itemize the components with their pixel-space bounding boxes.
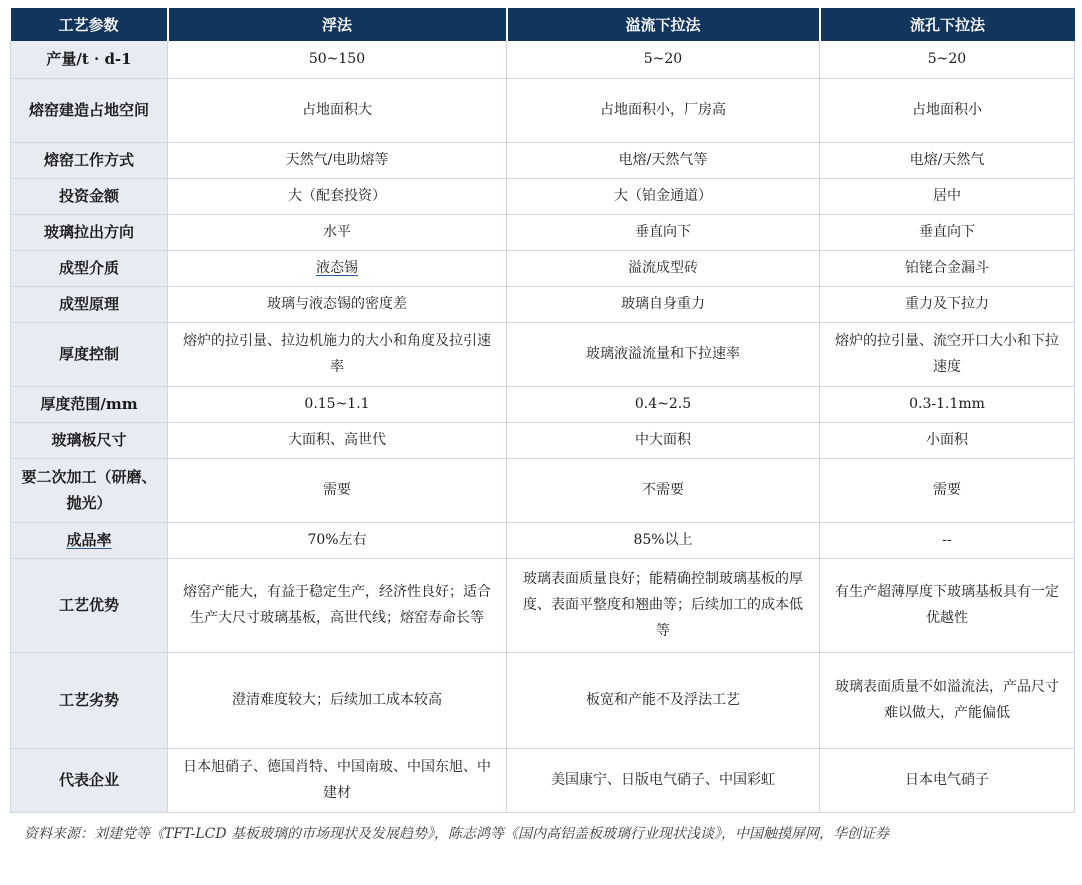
table-cell: -- [820,522,1075,558]
table-cell: 70%左右 [168,522,507,558]
row-label: 成型原理 [11,286,168,322]
table-row [11,422,1075,458]
table-row [11,142,1075,178]
table-row [11,522,1075,558]
table-cell: 50~150 [168,41,507,78]
header-slot-downdraw: 流孔下拉法 [820,8,1075,41]
table-cell: 大（配套投资） [168,178,507,214]
table-cell: 玻璃液溢流量和下拉速率 [507,322,820,386]
table-cell: 日本电气硝子 [820,748,1075,812]
header-parameter: 工艺参数 [11,8,168,41]
table-cell: 溢流成型砖 [507,250,820,286]
header-overflow-downdraw: 溢流下拉法 [507,8,820,41]
row-label: 投资金额 [11,178,168,214]
row-label: 厚度范围/mm [11,386,168,422]
row-label: 熔窑工作方式 [11,142,168,178]
underlined-term: 成品率 [66,531,112,549]
table-cell: 大（铂金通道） [507,178,820,214]
row-label: 产量/t · d-1 [11,41,168,78]
table-row [11,41,1075,78]
row-label: 工艺优势 [11,558,168,652]
table-cell: 垂直向下 [507,214,820,250]
row-label: 工艺劣势 [11,652,168,748]
table-cell: 铂铑合金漏斗 [820,250,1075,286]
table-cell: 占地面积大 [168,78,507,142]
process-comparison-table [10,8,1075,813]
table-cell [168,250,507,286]
table-cell: 居中 [820,178,1075,214]
table-cell: 天然气/电助熔等 [168,142,507,178]
table-cell: 玻璃自身重力 [507,286,820,322]
table-cell: 玻璃表面质量良好；能精确控制玻璃基板的厚度、表面平整度和翘曲等；后续加工的成本低等 [507,558,820,652]
table-cell: 玻璃表面质量不如溢流法，产品尺寸难以做大，产能偏低 [820,652,1075,748]
row-label: 玻璃板尺寸 [11,422,168,458]
row-label: 玻璃拉出方向 [11,214,168,250]
row-label: 代表企业 [11,748,168,812]
table-cell: 占地面积小 [820,78,1075,142]
table-cell: 5~20 [820,41,1075,78]
table-row [11,322,1075,386]
table-cell: 需要 [820,458,1075,522]
header-float-process: 浮法 [168,8,507,41]
table-row [11,748,1075,812]
table-cell: 熔炉的拉引量、拉边机施力的大小和角度及拉引速率 [168,322,507,386]
table-cell: 电熔/天然气等 [507,142,820,178]
comparison-table-container [10,8,1074,813]
table-row [11,214,1075,250]
row-label: 要二次加工（研磨、抛光） [11,458,168,522]
table-cell: 垂直向下 [820,214,1075,250]
table-row [11,558,1075,652]
row-label: 熔窑建造占地空间 [11,78,168,142]
table-cell: 0.3-1.1mm [820,386,1075,422]
table-cell: 0.4~2.5 [507,386,820,422]
table-cell: 熔窑产能大，有益于稳定生产，经济性良好；适合生产大尺寸玻璃基板，高世代线；熔窑寿命长等 [168,558,507,652]
table-cell: 中大面积 [507,422,820,458]
table-cell: 美国康宁、日版电气硝子、中国彩虹 [507,748,820,812]
table-cell: 占地面积小，厂房高 [507,78,820,142]
table-row [11,178,1075,214]
underlined-term: 液态锡 [316,260,358,276]
table-cell: 小面积 [820,422,1075,458]
table-cell: 水平 [168,214,507,250]
table-header-row [11,8,1075,41]
table-cell: 5~20 [507,41,820,78]
source-note: 资料来源：刘建党等《TFT-LCD 基板玻璃的市场现状及发展趋势》，陈志鸿等《国内高铝盖板玻璃行业现状浅谈》，中国触摸屏网，华创证券 [24,826,889,842]
row-label [11,522,168,558]
table-row [11,286,1075,322]
table-row [11,386,1075,422]
table-row [11,652,1075,748]
table-cell: 有生产超薄厚度下玻璃基板具有一定优越性 [820,558,1075,652]
table-cell: 大面积、高世代 [168,422,507,458]
table-row [11,250,1075,286]
table-cell: 澄清难度较大；后续加工成本较高 [168,652,507,748]
table-cell: 85%以上 [507,522,820,558]
table-cell: 0.15~1.1 [168,386,507,422]
table-cell: 玻璃与液态锡的密度差 [168,286,507,322]
table-cell: 不需要 [507,458,820,522]
table-cell: 电熔/天然气 [820,142,1075,178]
row-label: 厚度控制 [11,322,168,386]
table-cell: 熔炉的拉引量、流空开口大小和下拉速度 [820,322,1075,386]
table-cell: 日本旭硝子、德国肖特、中国南玻、中国东旭、中建材 [168,748,507,812]
row-label: 成型介质 [11,250,168,286]
table-cell: 板宽和产能不及浮法工艺 [507,652,820,748]
table-cell: 重力及下拉力 [820,286,1075,322]
table-row [11,458,1075,522]
table-row [11,78,1075,142]
table-cell: 需要 [168,458,507,522]
